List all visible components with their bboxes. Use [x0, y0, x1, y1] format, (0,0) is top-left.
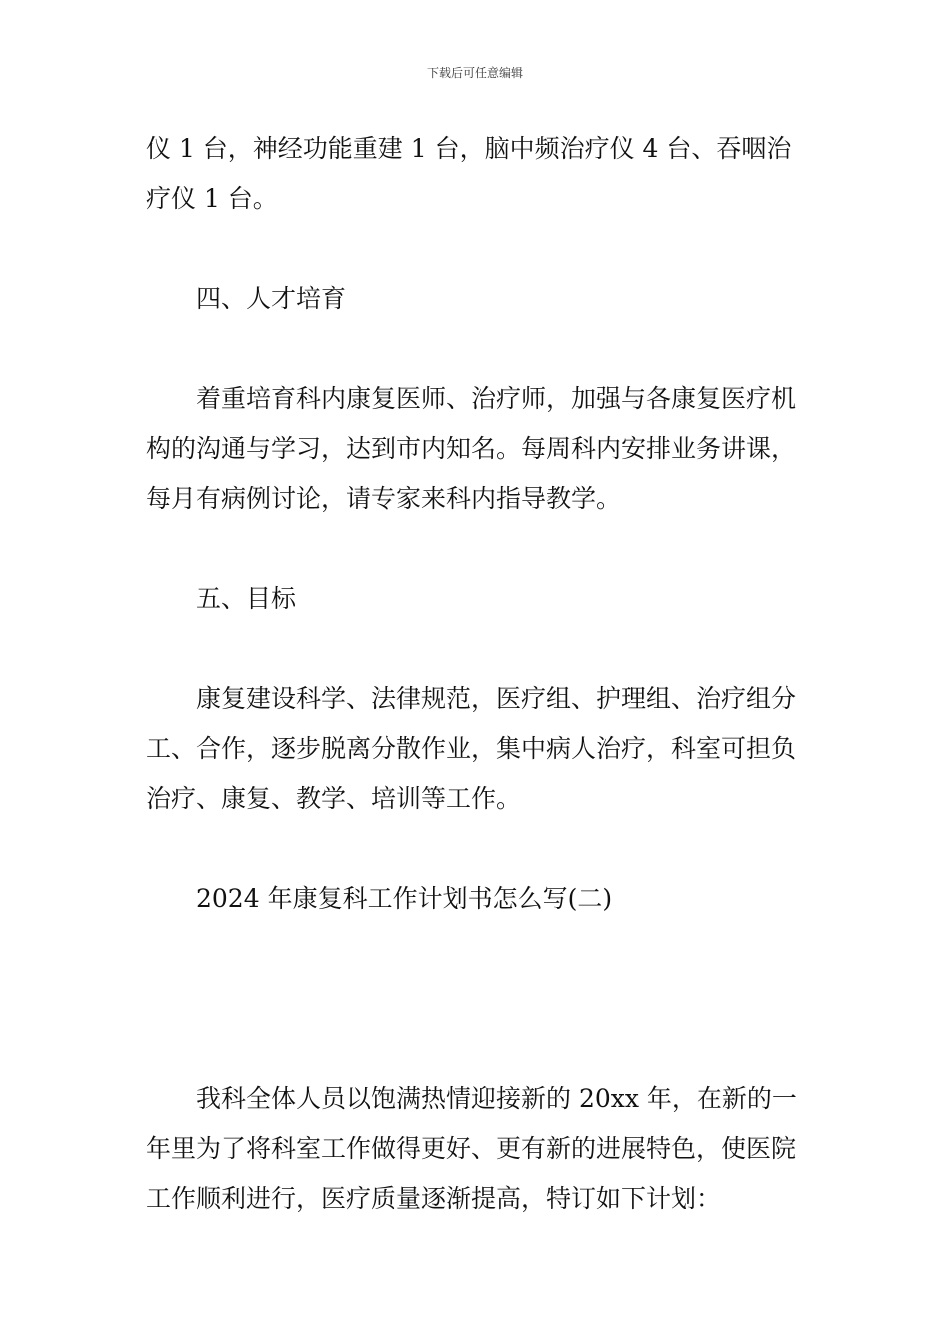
paragraph-talent: 着重培育科内康复医师、治疗师，加强与各康复医疗机构的沟通与学习，达到市内知名。每周科内安排业务讲课，每月有病例讨论，请专家来科内指导教学。: [146, 384, 797, 513]
paragraph-goal: 康复建设科学、法律规范，医疗组、护理组、治疗组分工、合作，逐步脱离分散作业，集中病人治疗，科室可担负治疗、康复、教学、培训等工作。: [146, 684, 797, 813]
document-subtitle: 2024 年康复科工作计划书怎么写(二): [196, 884, 613, 913]
page-header: 下载后可任意编辑: [426, 66, 523, 80]
paragraph-equipment: 仪 1 台，神经功能重建 1 台，脑中频治疗仪 4 台、吞咽治疗仪 1 台。: [146, 134, 792, 213]
paragraph-intro: 我科全体人员以饱满热情迎接新的 20xx 年，在新的一年里为了将科室工作做得更好、更有新的进展特色，使医院工作顺利进行，医疗质量逐渐提高，特订如下计划：: [146, 1084, 797, 1213]
document-body: [146, 124, 810, 1274]
section-heading-goal: 五、目标: [196, 584, 297, 613]
section-heading-talent: 四、人才培育: [196, 284, 347, 313]
